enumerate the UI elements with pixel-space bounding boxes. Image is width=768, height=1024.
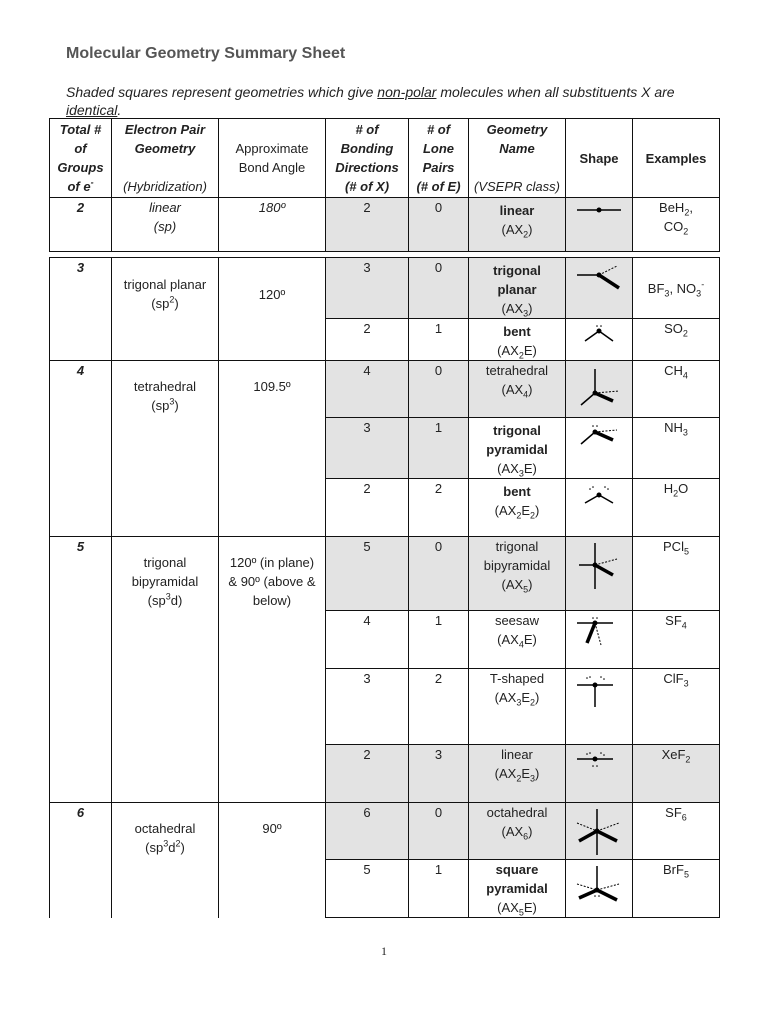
linear-three-lone-pairs-shape-icon — [573, 749, 625, 773]
geometry-name-cell: square pyramidal $(AX_5E)$ — [469, 860, 566, 918]
bond-angle-cell: 180º — [219, 198, 326, 252]
note-text: Shaded squares represent geometries which give — [66, 84, 378, 100]
geometry-name-cell: bent $(AX_2E)$ — [469, 319, 566, 361]
bonding-count-cell: 4 — [326, 611, 409, 669]
shape-cell — [566, 361, 633, 418]
header-electron-pair-geometry: Electron Pair Geometry (Hybridization) — [112, 119, 219, 198]
bond-angle-cell: 120º — [219, 258, 326, 361]
geometry-name-cell: linear $(AX_2E_3)$ — [469, 745, 566, 803]
header-total-groups: Total # of Groups of e- — [50, 119, 112, 198]
lone-pair-count-cell: 0 — [409, 803, 469, 860]
table-row — [50, 198, 720, 252]
lone-pair-count-cell: 1 — [409, 611, 469, 669]
shape-cell — [566, 611, 633, 669]
geometry-name-cell: T-shaped $(AX_3E_2)$ — [469, 669, 566, 745]
lone-pair-count-cell: 3 — [409, 745, 469, 803]
note-period: . — [117, 102, 122, 118]
total-groups-cell: 4 — [50, 361, 112, 537]
example-cell: $SF_6$ — [633, 803, 720, 860]
seesaw-shape-icon — [573, 615, 625, 649]
example-cell: $SF_4$ — [633, 611, 720, 669]
header-bonding-directions: # of Bonding Directions (# of X) — [326, 119, 409, 198]
bonding-count-cell: 3 — [326, 258, 409, 319]
geometry-name-cell: bent $(AX_2E_2)$ — [469, 479, 566, 537]
shape-cell — [566, 258, 633, 319]
shape-cell — [566, 479, 633, 537]
shape-cell — [566, 319, 633, 361]
tetrahedral-shape-icon — [573, 365, 625, 411]
geometry-name-cell: trigonal planar $(AX_3)$ — [469, 258, 566, 319]
table-row — [50, 258, 720, 319]
bonding-count-cell: 5 — [326, 860, 409, 918]
bonding-count-cell: 4 — [326, 361, 409, 418]
example-cell: $BF_3$, $NO_3^-$ — [633, 258, 720, 319]
bonding-count-cell: 2 — [326, 479, 409, 537]
lone-pair-count-cell: 0 — [409, 361, 469, 418]
bent-two-lone-pairs-shape-icon — [573, 483, 625, 509]
lone-pair-count-cell: 1 — [409, 860, 469, 918]
header-row — [50, 119, 720, 198]
table-row — [50, 361, 720, 418]
geometry-name-cell: linear $(AX_2)$ — [469, 198, 566, 252]
shape-cell — [566, 537, 633, 611]
bonding-count-cell: 2 — [326, 745, 409, 803]
note-nonpolar: non-polar — [377, 84, 437, 100]
example-cell: $CH_4$ — [633, 361, 720, 418]
lone-pair-count-cell: 0 — [409, 258, 469, 319]
page-title: Molecular Geometry Summary Sheet — [66, 45, 346, 62]
example-cell: ClF$_3$ — [633, 669, 720, 745]
lone-pair-count-cell: 0 — [409, 537, 469, 611]
example-cell: BeH$_2$, $CO_2$ — [633, 198, 720, 252]
square-pyramidal-shape-icon — [573, 864, 625, 914]
electron-geometry-cell: octahedral $(sp^3d^2)$ — [112, 803, 219, 918]
bonding-count-cell: 3 — [326, 669, 409, 745]
trigonal-planar-shape-icon — [573, 262, 625, 292]
header-geometry-name: Geometry Name (VSEPR class) — [469, 119, 566, 198]
octahedral-shape-icon — [573, 807, 625, 857]
geometry-name-cell: trigonal pyramidal $(AX_3E)$ — [469, 418, 566, 479]
geometry-name-cell: octahedral $(AX_6)$ — [469, 803, 566, 860]
shape-cell — [566, 198, 633, 252]
header-shape: Shape — [566, 119, 633, 198]
example-cell: BrF$_5$ — [633, 860, 720, 918]
example-cell: $SO_2$ — [633, 319, 720, 361]
total-groups-cell: 5 — [50, 537, 112, 803]
total-groups-cell: 3 — [50, 258, 112, 361]
example-cell: XeF$_2$ — [633, 745, 720, 803]
geometry-table — [49, 118, 720, 918]
lone-pair-count-cell: 2 — [409, 669, 469, 745]
trigonal-pyramidal-shape-icon — [573, 422, 625, 450]
linear-shape-icon — [573, 202, 625, 218]
trigonal-bipyramidal-shape-icon — [573, 541, 625, 593]
shape-cell — [566, 745, 633, 803]
shape-cell — [566, 860, 633, 918]
total-groups-cell: 6 — [50, 803, 112, 918]
bond-angle-cell: 90º — [219, 803, 326, 918]
table-row — [50, 537, 720, 611]
header-bond-angle: Approximate Bond Angle — [219, 119, 326, 198]
table-row — [50, 803, 720, 860]
header-examples: Examples — [633, 119, 720, 198]
lone-pair-count-cell: 1 — [409, 418, 469, 479]
bonding-count-cell: 2 — [326, 198, 409, 252]
note-identical: identical — [66, 102, 118, 118]
geometry-name-cell: tetrahedral $(AX_4)$ — [469, 361, 566, 418]
electron-geometry-cell: tetrahedral $(sp^3)$ — [112, 361, 219, 537]
lone-pair-count-cell: 0 — [409, 198, 469, 252]
bond-angle-cell: 120º (in plane) & 90º (above & below) — [219, 537, 326, 803]
bonding-count-cell: 6 — [326, 803, 409, 860]
example-cell: $H_2O$ — [633, 479, 720, 537]
shading-note — [66, 83, 726, 119]
geometry-name-cell: seesaw $(AX_4E)$ — [469, 611, 566, 669]
bonding-count-cell: 5 — [326, 537, 409, 611]
total-groups-cell: 2 — [50, 198, 112, 252]
header-lone-pairs: # of Lone Pairs (# of E) — [409, 119, 469, 198]
lone-pair-count-cell: 1 — [409, 319, 469, 361]
note-text-2: molecules when all substituents X are — [436, 84, 675, 100]
geometry-name-cell: trigonal bipyramidal $(AX_5)$ — [469, 537, 566, 611]
example-cell: $NH_3$ — [633, 418, 720, 479]
t-shaped-shape-icon — [573, 673, 625, 711]
example-cell: PCl$_5$ — [633, 537, 720, 611]
bond-angle-cell: 109.5º — [219, 361, 326, 537]
bonding-count-cell: 3 — [326, 418, 409, 479]
shape-cell — [566, 803, 633, 860]
electron-geometry-cell: trigonal bipyramidal $(sp^3d)$ — [112, 537, 219, 803]
shape-cell — [566, 669, 633, 745]
bonding-count-cell: 2 — [326, 319, 409, 361]
electron-geometry-cell: trigonal planar $(sp^2)$ — [112, 258, 219, 361]
shape-cell — [566, 418, 633, 479]
page-number: 1 — [381, 944, 387, 958]
electron-geometry-cell: linear (sp) — [112, 198, 219, 252]
lone-pair-count-cell: 2 — [409, 479, 469, 537]
bent-shape-icon — [573, 323, 625, 345]
